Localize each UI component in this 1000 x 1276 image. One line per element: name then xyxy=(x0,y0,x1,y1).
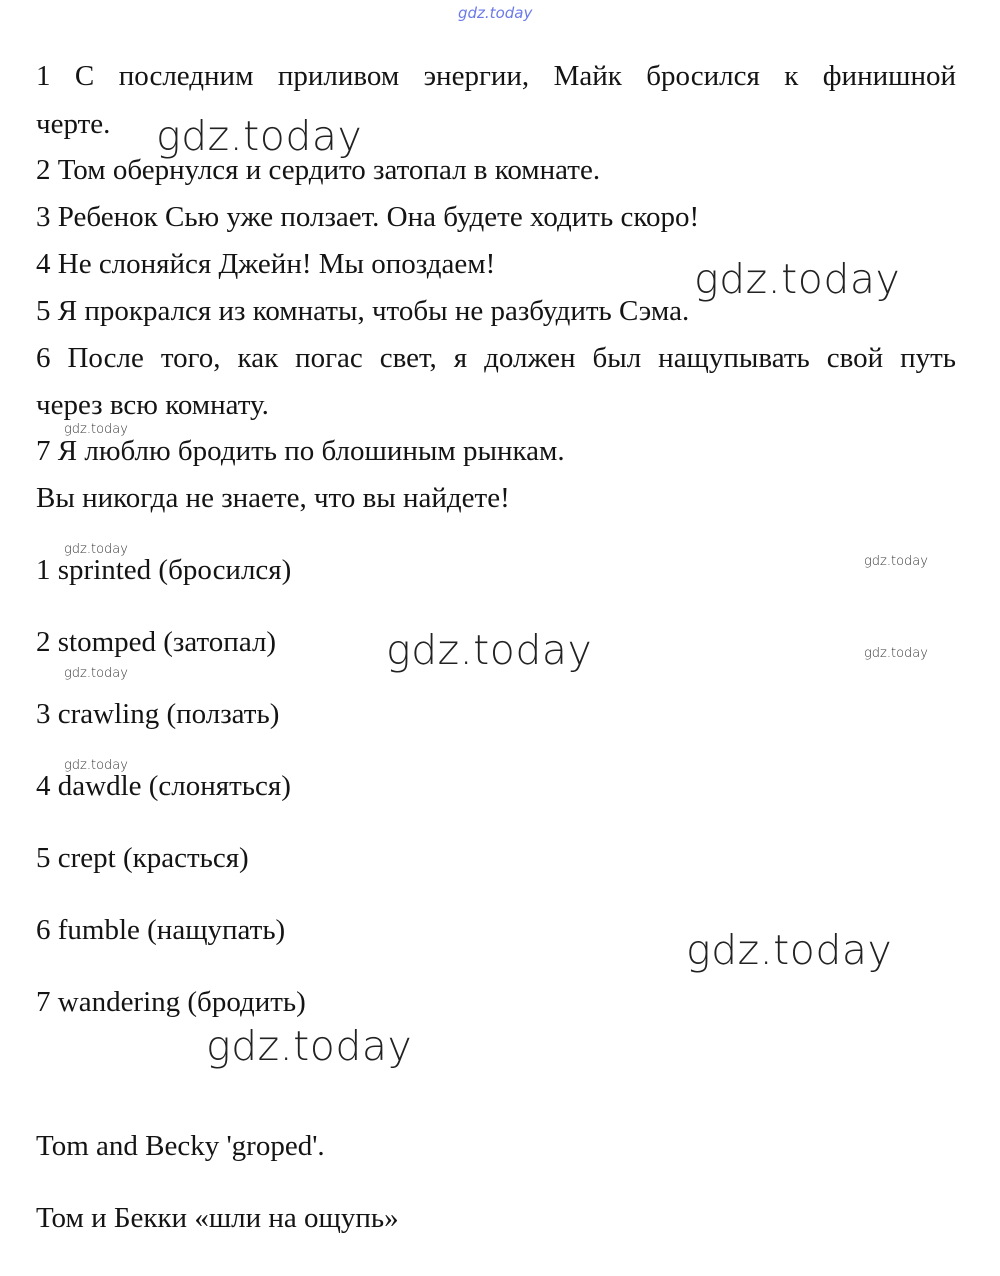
watermark-large: gdz.today xyxy=(206,1022,413,1070)
translation-line-6: 6 После того, как погас свет, я должен был нащупывать свой путь xyxy=(36,342,956,374)
watermark-large: gdz.today xyxy=(694,255,901,303)
translation-line-3: 3 Ребенок Сью уже ползает. Она будете ходить скоро! xyxy=(36,201,700,233)
watermark-small: gdz.today xyxy=(864,554,928,569)
watermark-large: gdz.today xyxy=(386,626,593,674)
final-russian-line: Том и Бекки «шли на ощупь» xyxy=(36,1202,399,1234)
answer-item-7: 7 wandering (бродить) xyxy=(36,986,306,1018)
watermark-small: gdz.today xyxy=(64,758,128,773)
answer-item-2: 2 stomped (затопал) xyxy=(36,626,277,658)
translation-line-7: 7 Я люблю бродить по блошиным рынкам. xyxy=(36,435,565,467)
watermark-small: gdz.today xyxy=(64,422,128,437)
answer-item-1: 1 sprinted (бросился) xyxy=(36,554,292,586)
translation-line-1: 1 С последним приливом энергии, Майк бросился к финишной xyxy=(36,60,956,92)
watermark-large: gdz.today xyxy=(156,112,363,160)
translation-line-7-cont: Вы никогда не знаете, что вы найдете! xyxy=(36,482,510,514)
answer-item-6: 6 fumble (нащупать) xyxy=(36,914,286,946)
answer-item-3: 3 crawling (ползать) xyxy=(36,698,280,730)
translation-line-4: 4 Не слоняйся Джейн! Мы опоздаем! xyxy=(36,248,496,280)
watermark-large: gdz.today xyxy=(686,926,893,974)
top-watermark: gdz.today xyxy=(458,4,533,22)
translation-line-1-cont: черте. xyxy=(36,108,111,140)
final-english-line: Tom and Becky 'groped'. xyxy=(36,1130,325,1162)
answer-item-4: 4 dawdle (слоняться) xyxy=(36,770,291,802)
translation-line-2: 2 Том обернулся и сердито затопал в комнате. xyxy=(36,154,601,186)
translation-line-5: 5 Я прокрался из комнаты, чтобы не разбудить Сэма. xyxy=(36,295,690,327)
watermark-small: gdz.today xyxy=(864,646,928,661)
watermark-small: gdz.today xyxy=(64,666,128,681)
translation-line-6-cont: через всю комнату. xyxy=(36,389,269,421)
watermark-small: gdz.today xyxy=(64,542,128,557)
answer-item-5: 5 crept (красться) xyxy=(36,842,249,874)
